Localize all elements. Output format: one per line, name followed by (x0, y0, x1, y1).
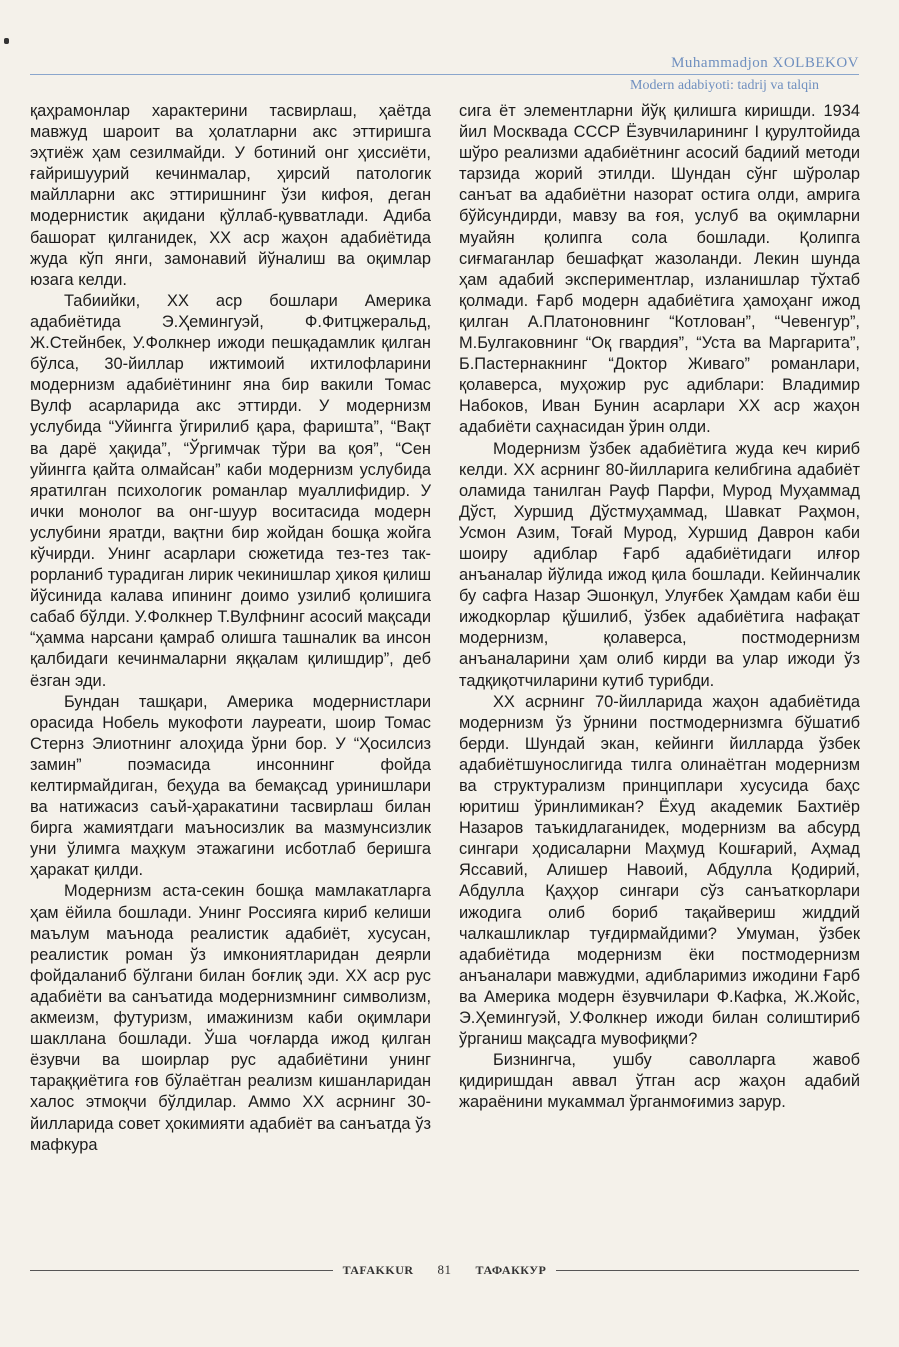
author-name: Muhammadjon XOLBEKOV (671, 55, 859, 71)
paragraph: сига ёт элементларни йўқ қилишга киришди. 1934 йил Москвада СССР Ёзувчиларининг I қурултойида шўро реализми адабиётнинг асосий бадиий методи тарзида жорий этилди. Шундан сўнг шўролар санъат ва адабиётни назорат остига олди, амрига бўйсундирди, мавзу ва ғоя, услуб ва оқимларни муайян қолипга сола бошлади. Қолипга сиғмаганлар бешафқат жазоланди. Лекин шунда ҳам адабий экспериментлар, изланишлар тўхтаб қолмади. Ғарб модерн адабиётига ҳамоҳанг ижод қилган А.Платоновнинг “Котлован”, “Чевенгур”, М.Булгаковнинг “Оқ гвардия”, “Уста ва Маргарита”, Б.Пастернакнинг “Доктор Живаго” романлари, қолаверса, муҳожир рус адиблари: Владимир Набоков, Иван Бунин асарлари XX аср жаҳон адабиёти саҳнасидан ўрин олди. (459, 102, 860, 437)
page-header (30, 54, 859, 95)
paragraph: Модернизм ўзбек адабиётига жуда кеч кириб келди. XX асрнинг 80-йилларига келибгина адабиёт оламида танилган Рауф Парфи, Мурод Муҳаммад Дўст, Хуршид Дўстмуҳаммад, Шавкат Раҳмон, Усмон Азим, Тоғай Мурод, Хуршид Даврон каби шоиру адиблар Ғарб адабиётидаги илғор анъаналар йўлида ижод қила бошлади. Кейинчалик бу сафга Назар Эшонқул, Улуғбек Ҳамдам каби ёш ижодкорлар қўшилиб, ўзбек адабиётига нафақат модернизм, қолаверса, постмодернизм анъаналарини ҳам олиб кирди ва улар ижоди ўз тадқиқотчиларини кутиб турибди. (459, 439, 860, 690)
page-footer (30, 1262, 859, 1278)
paragraph: XX асрнинг 70-йилларида жаҳон адабиётида модернизм ўз ўрнини постмодернизмга бўшатиб берди. Шундай экан, кейинги йилларда ўзбек адабиётшунослигида тилга олинаётган модернизм ва структурализм принциплари хусусида баҳс юритиш ўринлимикан? Ёхуд академик Бахтиёр Назаров таъкидлаганидек, модернизм ва абсурд сингари ҳодисаларни Маҳмуд Кошғарий, Аҳмад Яссавий, Алишер Навоий, Абдулла Қодирий, Абдулла Қаҳҳор сингари сўз санъаткорлари ижодига олиб бориб тақайвериш жиддий чалкашликлар туғдирмайдими? Умуман, ўзбек адабиётида модернизм ёки постмодернизм анъаналари мавжудми, адибларимиз ижодини Ғарб ва Америка модерн ёзувчилари Ф.Кафка, Ж.Жойс, Э.Ҳемингуэй, У.Фолкнер ижоди билан солиштириб ўрганиш мақсадга мувофиқми? (459, 692, 860, 1049)
paragraph: Модернизм аста-секин бошқа мамлакатларга ҳам ёйила бошлади. Унинг Россияга кириб келиши маълум маънода реалистик адабиёт, хусусан, реалистик роман ўз имкониятларидан деярли фойдаланиб бўлгани билан боғлиқ эди. XX аср рус адабиёти ва санъатида модернизмнинг символизм, акмеизм, футуризм, имажинизм каби оқимлари шакллана бошлади. Ўша чоғларда ижод қилган ёзувчи ва шоирлар рус адабиётини унинг тараққиётига ғов бўлаётган реализм кишанларидан халос этмоқчи бўлдилар. Аммо XX асрнинг 30-йилларида совет ҳокимияти адабиёт ва санъатда ўз мафкура (30, 882, 431, 1154)
article-title: Modern adabiyoti: tadrij va talqin (630, 78, 819, 93)
right-column (459, 101, 860, 1251)
paragraph: Бизнингча, ушбу саволларга жавоб қидиришдан аввал ўтган аср жаҳон адабий жараёнини мукаммал ўрганмоғимиз зарур. (459, 1051, 860, 1112)
footer-rule-right (556, 1270, 859, 1271)
footer-journal-cyrillic: ТАФАККУР (475, 1262, 547, 1277)
header-divider (30, 74, 859, 75)
paragraph: Бундан ташқари, Америка модернистлари орасида Нобель мукофоти лауреати, шоир Томас Стернз Элиотнинг алоҳида ўрни бор. У “Ҳосилсиз замин” поэмасида инсоннинг фойда келтирмайдиган, беҳуда ва бемақсад уринишлари ва натижасиз саъй-ҳаракатини тасвирлаш билан бирга жамиятдаги маъносизлик ва мазмунсизлик уни ўлимга маҳкум этажагини исботлаб беришга ҳаракат қилди. (30, 692, 431, 880)
footer-journal-latin: TAFAKKUR (342, 1262, 414, 1277)
paragraph: Табиийки, XX аср бошлари Америка адабиётида Э.Ҳемингуэй, Ф.Фитцжеральд, Ж.Стейнбек, У.Фолкнер ижоди пешқадамлик қилган бўлса, 30-йиллар ижтимоий ихтилофларини модернизм адабиётининг яна бир вакили Томас Вулф асарларида акс эттирди. У модернизм услубида “Уйингга ўгирилиб қара, фаришта”, “Вақт ва дарё ҳақида”, “Ўргимчак тўри ва қоя”, “Сен уйингга қайта олмайсан” каби модернизм услубида яратилган психологик романлар муаллифидир. У ички монолог ва онг-шуур воситасида модерн услубини яратди, вақтни бир жойдан бошқа жойга кўчирди. Унинг асарлари сюжетида тез-тез такрорланиб турадиган лирик чекинишлар ҳикоя қилиш йўсинида калава ипининг доимо узилиб қолишига сабаб бўлди. У.Фолкнер Т.Вулфнинг асосий мақсади “ҳамма нарсани қамраб олишга ташналик ва инсон қалбидаги кечинмаларни яққалам қилишдир”, деб ёзган эди. (30, 291, 431, 690)
paragraph: қаҳрамонлар характерини тасвирлаш, ҳаётда мавжуд шароит ва ҳолатларни акс эттиришга эҳтиёж ҳам сезилмайди. У ботиний онг ҳиссиёти, ғайришуурий кечинмалар, ҳирсий патологик майлларни акс эттиришнинг ўзи кифоя, деган модернистик ақидани қўллаб-қувватлади. Адиба башорат қилганидек, XX аср жаҳон адабиётида жуда кўп янги, замонавий йўналиш ва оқимлар юзага келди. (30, 102, 431, 289)
page-number: 81 (437, 1262, 452, 1277)
left-column (30, 101, 431, 1251)
scan-speck (4, 38, 9, 44)
footer-rule-left (30, 1270, 333, 1271)
article-body (30, 101, 860, 1251)
